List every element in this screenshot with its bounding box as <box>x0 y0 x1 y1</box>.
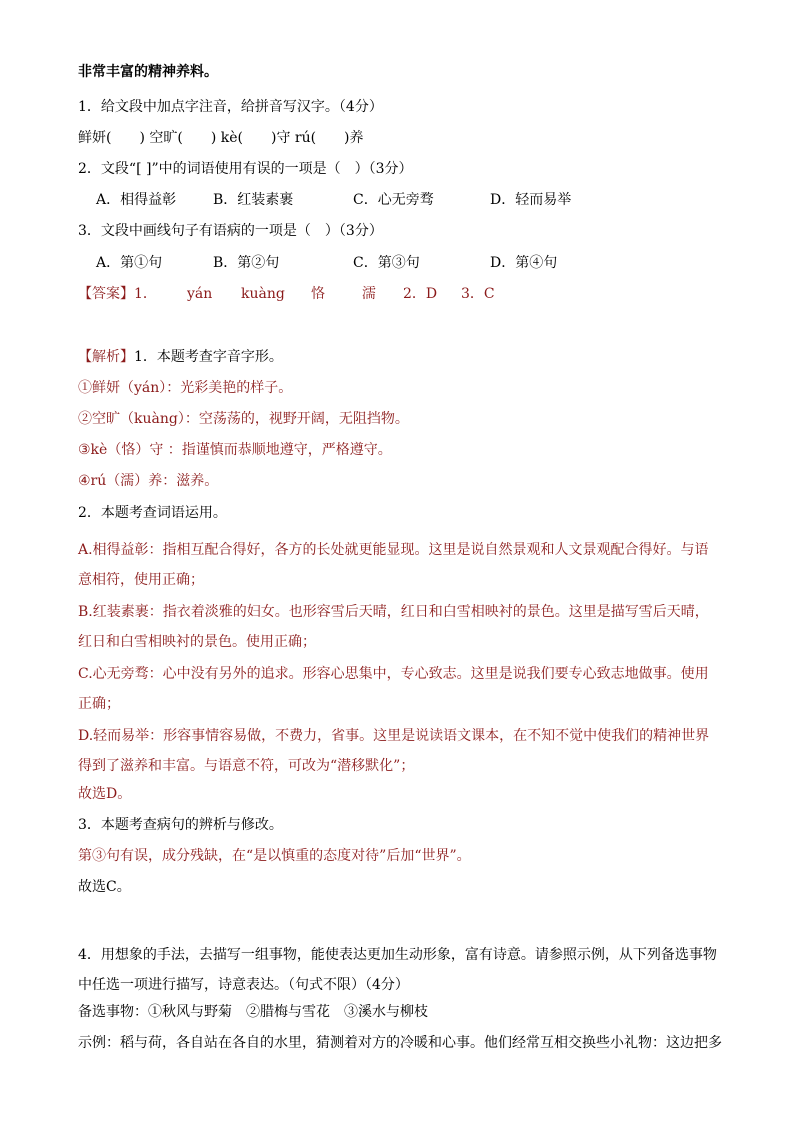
intro-line: 非常丰富的精神养料。 <box>78 64 218 80</box>
analysis-line-6: 2．本题考查词语运用。 <box>78 505 227 521</box>
analysis-q3-head: 3．本题考查病句的辨析与修改。 <box>78 817 283 833</box>
answer-q2: 2．D <box>403 286 438 302</box>
q3-option-c: C．第③句 <box>353 255 420 271</box>
analysis-para-d: D.轻而易举：形容事情容易做，不费力，省事。这里是说读语文课本，在不知不觉中使我们的精神世界得到了滋养和丰富。与语意不符，可改为“潜移默化”； <box>78 728 710 774</box>
analysis-line-5: ④rú（濡）养：滋养。 <box>78 473 219 489</box>
q3-option-b: B．第②句 <box>213 255 280 271</box>
answer-item-1: yán <box>187 286 213 302</box>
q2-option-b: B．红装素裹 <box>213 192 294 208</box>
answer-q3: 3．C <box>461 286 495 302</box>
analysis-line-2: ①鲜妍（yán）：光彩美艳的样子。 <box>78 380 293 396</box>
analysis-label: 【解析】 <box>78 349 134 365</box>
q3-option-a: A．第①句 <box>96 255 163 271</box>
answer-item-3: 恪 <box>311 286 325 302</box>
analysis-line-3: ②空旷（kuàng）：空荡荡的，视野开阔，无阻挡物。 <box>78 411 409 427</box>
answer-item-2: kuàng <box>241 286 285 302</box>
analysis-para-c: C.心无旁骛：心中没有另外的追求。形容心思集中，专心致志。这里是说我们要专心致志地做事。使用正确； <box>78 666 709 712</box>
answer-item-4: 濡 <box>362 286 376 302</box>
analysis-select-2: 故选D。 <box>78 786 132 802</box>
analysis-line-4: ③kè（恪）守 ：指谨慎而恭顺地遵守，严格遵守。 <box>78 442 392 458</box>
q3-stem: 3．文段中画线句子有语病的一项是（ ）（3分） <box>78 223 383 239</box>
answer-prefix: 1． <box>134 286 157 302</box>
q3-option-d: D．第④句 <box>490 255 558 271</box>
analysis-select-3: 故选C。 <box>78 879 131 895</box>
analysis-line-1: 1．本题考查字音字形。 <box>134 349 283 365</box>
q4-stem: 4．用想象的手法，去描写一组事物，能使表达更加生动形象，富有诗意。请参照示例，从下列备选事物中任选一项进行描写，诗意表达。（句式不限）（4分） <box>78 947 717 993</box>
q4-choices: 备选事物：①秋风与野菊 ②腊梅与雪花 ③溪水与柳枝 <box>78 1004 428 1020</box>
q2-option-d: D．轻而易举 <box>490 192 572 208</box>
q2-option-a: A．相得益彰 <box>96 192 177 208</box>
q4-example: 示例：稻与荷，各自站在各自的水里，猜测着对方的冷暖和心事。他们经常互相交换些小礼物：这边把多 <box>78 1035 722 1051</box>
q2-option-c: C．心无旁骛 <box>353 192 434 208</box>
analysis-para-a: A.相得益彰：指相互配合得好，各方的长处就更能显现。这里是说自然景观和人文景观配合得好。与语意相符，使用正确； <box>78 542 709 588</box>
answer-label: 【答案】 <box>78 286 134 302</box>
q2-stem: 2．文段“[ ]”中的词语使用有误的一项是（ ）（3分） <box>78 161 413 177</box>
q1-stem: 1．给文段中加点字注音，给拼音写汉字。（4分） <box>78 99 383 115</box>
q1-fill: 鲜妍( ) 空旷( ) kè( )守 rú( )养 <box>78 130 364 146</box>
analysis-para-b: B.红装素裹：指衣着淡雅的妇女。也形容雪后天晴，红日和白雪相映衬的景色。这里是描写雪后天晴，红日和白雪相映衬的景色。使用正确； <box>78 604 709 650</box>
analysis-q3-body: 第③句有误，成分残缺，在“是以慎重的态度对待”后加“世界”。 <box>78 848 471 864</box>
